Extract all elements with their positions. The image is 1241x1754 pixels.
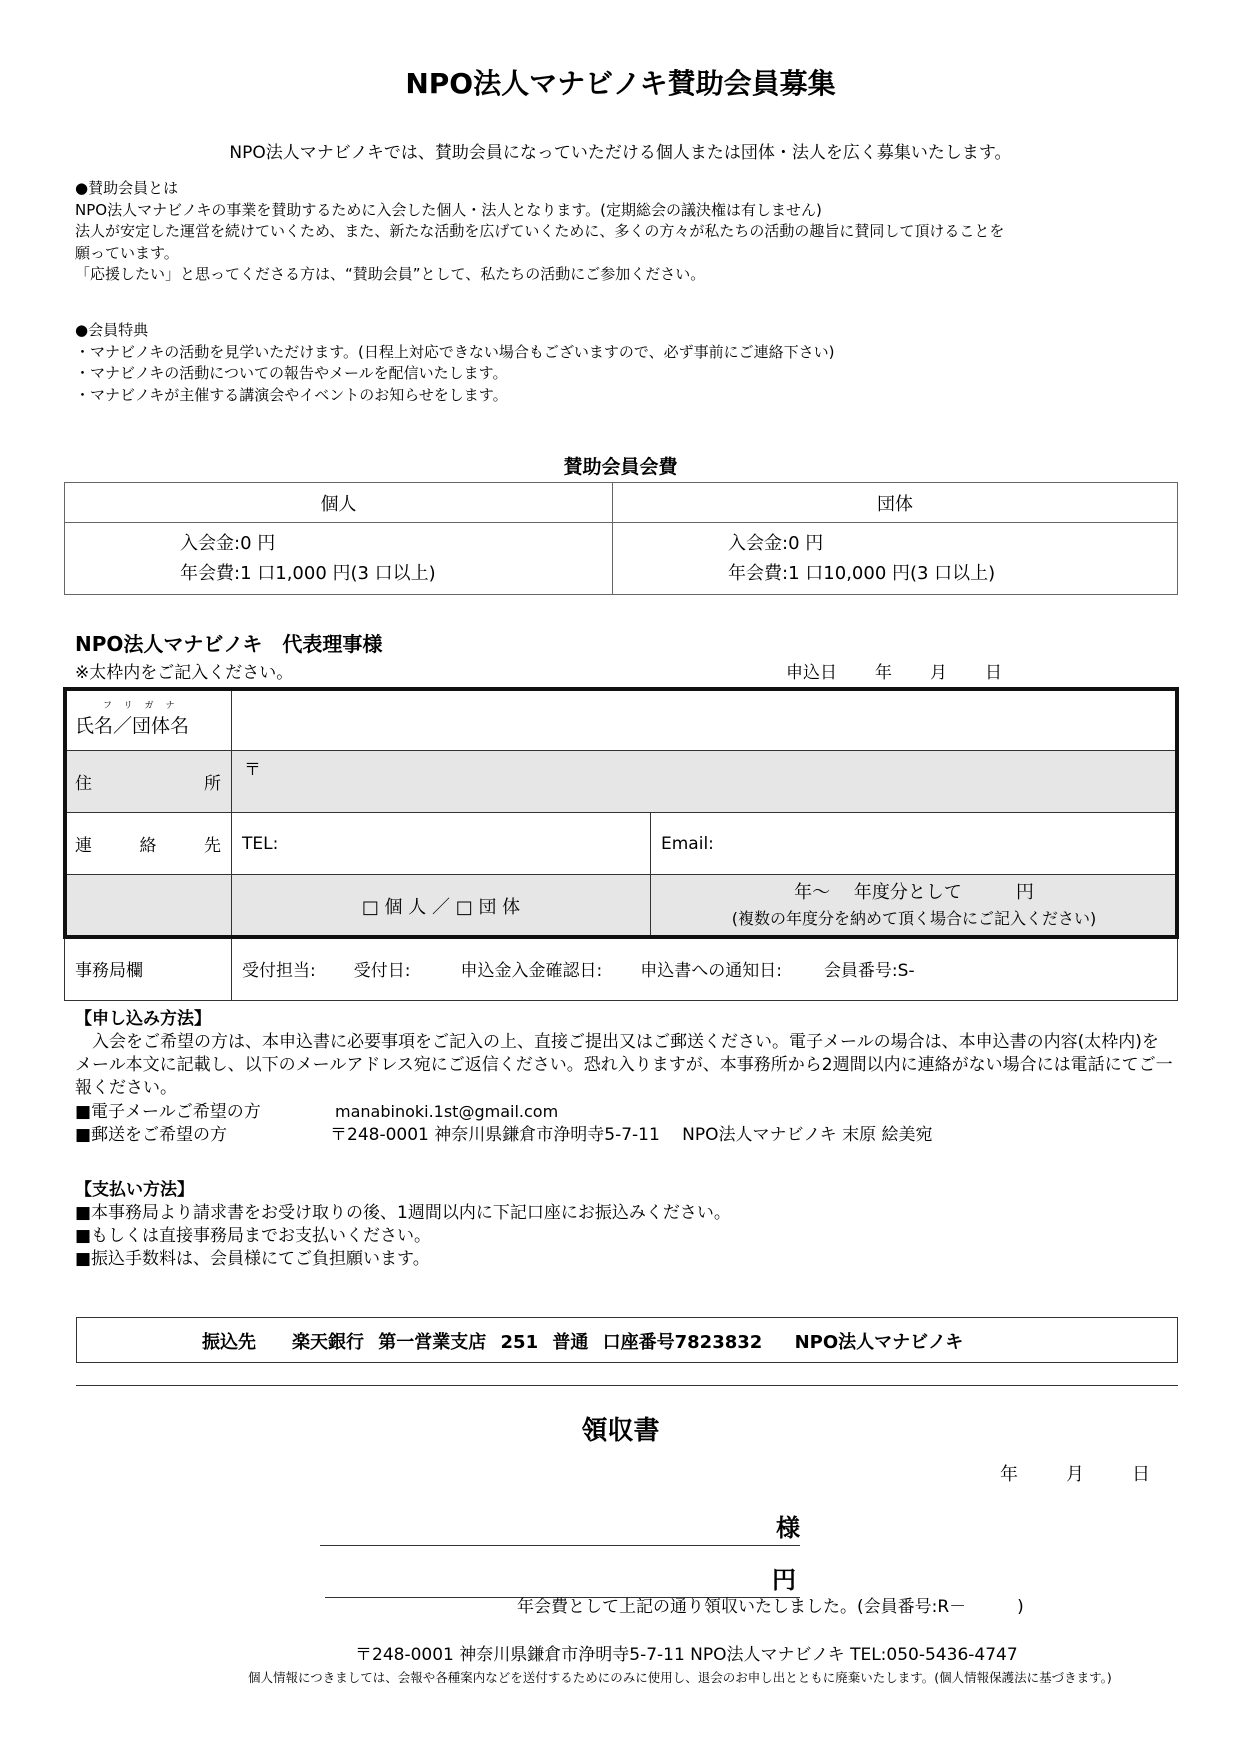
postal-mark: 〒 <box>244 760 261 780</box>
payment-line: ■本事務局より請求書をお受け取りの後、1週間以内に下記口座にお振込みください。 <box>75 1203 731 1223</box>
about-section <box>75 178 1004 286</box>
office-field: 申込書への通知日: <box>640 961 782 981</box>
application-form <box>64 687 1178 1001</box>
contact-label: 絡 <box>139 836 157 856</box>
payment-line: ■振込手数料は、会員様にてご負担願います。 <box>75 1249 430 1269</box>
entry-fee: 入会金:0 円 <box>180 532 276 554</box>
benefit-line: ・マナビノキの活動を見学いただけます。(日程上対応できない場合もございますので、必ず事前にご連絡下さい) <box>75 342 835 361</box>
date-day: 日 <box>985 663 1002 683</box>
fee-title: 賛助会員会費 <box>563 456 678 478</box>
email-label: Email: <box>661 833 714 854</box>
about-line: 法人が安定した運営を続けていくため、また、新たな活動を広げていくために、多くの方々が私たちの活動の趣旨に賛同して頂けることを <box>75 222 1005 240</box>
date-label: 申込日 <box>786 663 837 683</box>
office-field: 受付日: <box>353 961 411 981</box>
contact-email[interactable]: manabinoki.1st@gmail.com <box>335 1102 559 1121</box>
about-line: 「応援したい」と思ってくださる方は、“賛助会員”として、私たちの活動にご参加ください。 <box>75 265 706 283</box>
receipt-name-line: 様 <box>320 1508 800 1546</box>
about-line: NPO法人マナビノキの事業を賛助するために入会した個人・法人となります。(定期総会の議決権は有しません) <box>75 200 822 219</box>
form-title: NPO法人マナビノキ 代表理事様 <box>75 632 383 656</box>
receipt-title: 領収書 <box>581 1416 660 1446</box>
date-month: 月 <box>930 663 947 683</box>
years-note: (複数の年度分を納めて頂く場合にご記入ください) <box>731 908 1097 928</box>
contact-label: 連 <box>75 836 92 856</box>
office-fields <box>232 937 1178 1001</box>
entry-fee: 入会金:0 円 <box>728 532 824 554</box>
benefit-line: ・マナビノキが主催する講演会やイベントのお知らせをします。 <box>75 385 508 404</box>
name-label: 氏名／団体名 <box>75 714 190 737</box>
about-heading: ●賛助会員とは <box>75 179 179 197</box>
bank-account-box: 振込先 楽天銀行 第一営業支店 251 普通 口座番号7823832 NPO法人マナビノキ <box>76 1317 1178 1363</box>
post-address: 〒248-0001 神奈川県鎌倉市浄明寺5-7-11 NPO法人マナビノキ 末原 絵美宛 <box>330 1125 933 1145</box>
cut-line <box>76 1385 1178 1386</box>
receipt-note: 年会費として上記の通り領収いたしました。(会員番号:R－ ) <box>517 1597 1024 1617</box>
email-label: ■電子メールご希望の方 <box>75 1102 261 1122</box>
receipt-amount-line: 円 <box>325 1560 800 1598</box>
fee-header-group: 団体 <box>613 483 1178 523</box>
benefits-section <box>75 320 834 406</box>
application-date <box>786 658 1040 683</box>
form-note: ※太枠内をご記入ください。 <box>75 663 294 683</box>
benefit-line: ・マナビノキの活動についての報告やメールを配信いたします。 <box>75 364 508 382</box>
name-field[interactable] <box>232 688 1178 751</box>
member-type-choice[interactable] <box>232 875 651 937</box>
office-field: 受付担当: <box>242 961 316 981</box>
post-label: ■郵送をご希望の方 <box>75 1125 228 1145</box>
address-label-cell <box>65 751 232 813</box>
receipt-month: 月 <box>1066 1464 1084 1485</box>
apply-heading: 【申し込み方法】 <box>75 1009 211 1029</box>
address-label: 住 <box>75 774 92 794</box>
tel-field[interactable] <box>232 813 651 875</box>
address-label: 所 <box>204 774 221 794</box>
fee-cell-individual <box>65 523 613 595</box>
email-field[interactable] <box>651 813 1178 875</box>
payment-line: ■もしくは直接事務局までお支払いください。 <box>75 1226 432 1246</box>
benefits-heading: ●会員特典 <box>75 321 149 339</box>
furigana: フリガナ <box>103 700 187 711</box>
contact-label-cell <box>65 813 232 875</box>
fee-table <box>64 482 1178 595</box>
office-field: 会員番号:S- <box>823 961 915 981</box>
about-line: 願っています。 <box>75 243 179 262</box>
type-choice-text: □ 個 人 ／ □ 団 体 <box>361 896 521 918</box>
blank-label-cell <box>65 875 232 937</box>
receipt-year: 年 <box>1000 1464 1018 1485</box>
apply-text: 入会をご希望の方は、本申込書に必要事項をご記入の上、直接ご提出又はご郵送ください。電子メールの場合は、本申込書の内容(太枠内)をメール本文に記載し、以下のメールアドレス宛にご返信ください。恐れ入りますが、本事務所から2週間以内に連絡がない場合には電話にてご一報ください。 <box>75 1032 1173 1098</box>
fee-header-individual: 個人 <box>65 483 613 523</box>
receipt-day: 日 <box>1132 1464 1150 1485</box>
contact-label: 先 <box>204 836 221 856</box>
years-field[interactable] <box>651 875 1178 937</box>
receipt-date <box>1000 1460 1150 1486</box>
intro-text: NPO法人マナビノキでは、賛助会員になっていただける個人または団体・法人を広く募集いたします。 <box>229 143 1012 163</box>
annual-fee: 年会費:1 口1,000 円(3 口以上) <box>180 562 436 584</box>
privacy-note: 個人情報につきましては、会報や各種案内などを送付するためにのみに使用し、退会のお申し出とともに廃棄いたします。(個人情報保護法に基づきます。) <box>248 1670 1112 1685</box>
date-year: 年 <box>875 663 892 683</box>
address-field[interactable] <box>232 751 1178 813</box>
years-line: 年～ 年度分として 円 <box>794 881 1034 903</box>
footer-address: 〒248-0001 神奈川県鎌倉市浄明寺5-7-11 NPO法人マナビノキ TEL:050-5436-4747 <box>355 1645 1018 1665</box>
fee-cell-group <box>613 523 1178 595</box>
apply-section <box>75 1008 1175 1271</box>
page-title: NPO法人マナビノキ賛助会員募集 <box>405 67 836 100</box>
name-label-cell <box>65 688 232 751</box>
tel-label: TEL: <box>242 833 279 854</box>
payment-heading: 【支払い方法】 <box>75 1180 194 1200</box>
office-label: 事務局欄 <box>65 937 232 1001</box>
annual-fee: 年会費:1 口10,000 円(3 口以上) <box>728 562 996 584</box>
office-field: 申込金入金確認日: <box>460 961 603 981</box>
